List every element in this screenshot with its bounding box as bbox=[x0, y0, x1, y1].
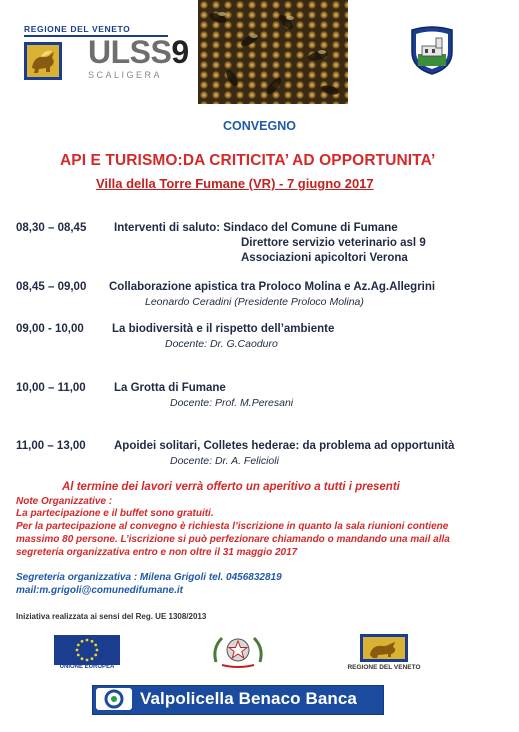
notes-line-2: Per la partecipazione al convegno è richiesta l’iscrizione in quanto la sala riunioni contiene bbox=[16, 521, 449, 532]
convegno-title: CONVEGNO bbox=[223, 119, 296, 133]
lion-of-venice-logo-icon bbox=[24, 42, 62, 80]
program-sub-1b: Associazioni apicoltori Verona bbox=[241, 252, 408, 264]
program-title-3: La biodiversità e il rispetto dell’ambiente bbox=[112, 323, 335, 335]
regione-veneto-text: REGIONE DEL VENETO bbox=[24, 24, 131, 34]
program-time-2: 08,45 – 09,00 bbox=[16, 281, 87, 293]
regione-veneto-label: REGIONE DEL VENETO bbox=[347, 664, 421, 671]
notes-heading: Note Organizzative : bbox=[16, 496, 113, 507]
program-title-2: Collaborazione apistica tra Proloco Molina e Az.Ag.Allegrini bbox=[109, 281, 436, 293]
regione-veneto-logo-icon bbox=[360, 634, 408, 662]
program-speaker-5: Docente: Dr. A. Felicioli bbox=[170, 455, 279, 467]
bank-logo-icon bbox=[96, 688, 132, 710]
fumane-crest-icon bbox=[408, 24, 456, 76]
italian-republic-emblem-icon bbox=[208, 632, 268, 670]
program-title-4: La Grotta di Fumane bbox=[114, 382, 226, 394]
notes-line-3: massimo 80 persone. L’iscrizione si può perfezionare chiamando o mandando una mail alla bbox=[16, 534, 450, 545]
program-title-5: Apoidei solitari, Colletes hederae: da problema ad opportunità bbox=[114, 440, 455, 452]
notes-line-1: La partecipazione e il buffet sono gratuiti. bbox=[16, 508, 214, 519]
program-speaker-4: Docente: Prof. M.Peresani bbox=[170, 397, 294, 409]
ulss-number: 9 bbox=[171, 34, 189, 70]
aperitivo-note: Al termine dei lavori verrà offerto un aperitivo a tutti i presenti bbox=[62, 481, 400, 493]
program-sub-1a: Direttore servizio veterinario asl 9 bbox=[241, 237, 426, 249]
segreteria-email[interactable]: mail:m.grigoli@comunedifumane.it bbox=[16, 585, 183, 596]
program-time-1: 08,30 – 08,45 bbox=[16, 222, 87, 234]
ulss9-logo-text bbox=[88, 36, 189, 68]
ulss-label: ULSS bbox=[88, 34, 172, 70]
program-time-3: 09,00 - 10,00 bbox=[16, 323, 84, 335]
honeycomb-bees-photo-icon bbox=[198, 0, 348, 104]
eu-flag-icon bbox=[54, 635, 120, 665]
eu-label: UNIONE EUROPEA bbox=[59, 664, 115, 670]
program-speaker-3: Docente: Dr. G.Caoduro bbox=[165, 338, 278, 350]
notes-line-4: segreteria organizzativa entro e non oltre il 31 maggio 2017 bbox=[16, 547, 298, 558]
program-time-4: 10,00 – 11,00 bbox=[16, 382, 86, 394]
main-title: API E TURISMO:DA CRITICITA’ AD OPPORTUNITA’ bbox=[60, 152, 436, 169]
venue-date: Villa della Torre Fumane (VR) - 7 giugno 2017 bbox=[96, 176, 374, 191]
program-title-1: Interventi di saluto: Sindaco del Comune di Fumane bbox=[114, 222, 398, 234]
program-time-5: 11,00 – 13,00 bbox=[16, 440, 86, 452]
bank-name: Valpolicella Benaco Banca bbox=[140, 689, 357, 708]
program-speaker-2: Leonardo Ceradini (Presidente Proloco Molina) bbox=[145, 296, 364, 308]
scaligera-text: SCALIGERA bbox=[88, 70, 163, 80]
regulation-note: Iniziativa realizzata ai sensi del Reg. UE 1308/2013 bbox=[16, 612, 207, 621]
segreteria-contact: Segreteria organizzativa : Milena Grigoli tel. 0456832819 bbox=[16, 572, 282, 583]
